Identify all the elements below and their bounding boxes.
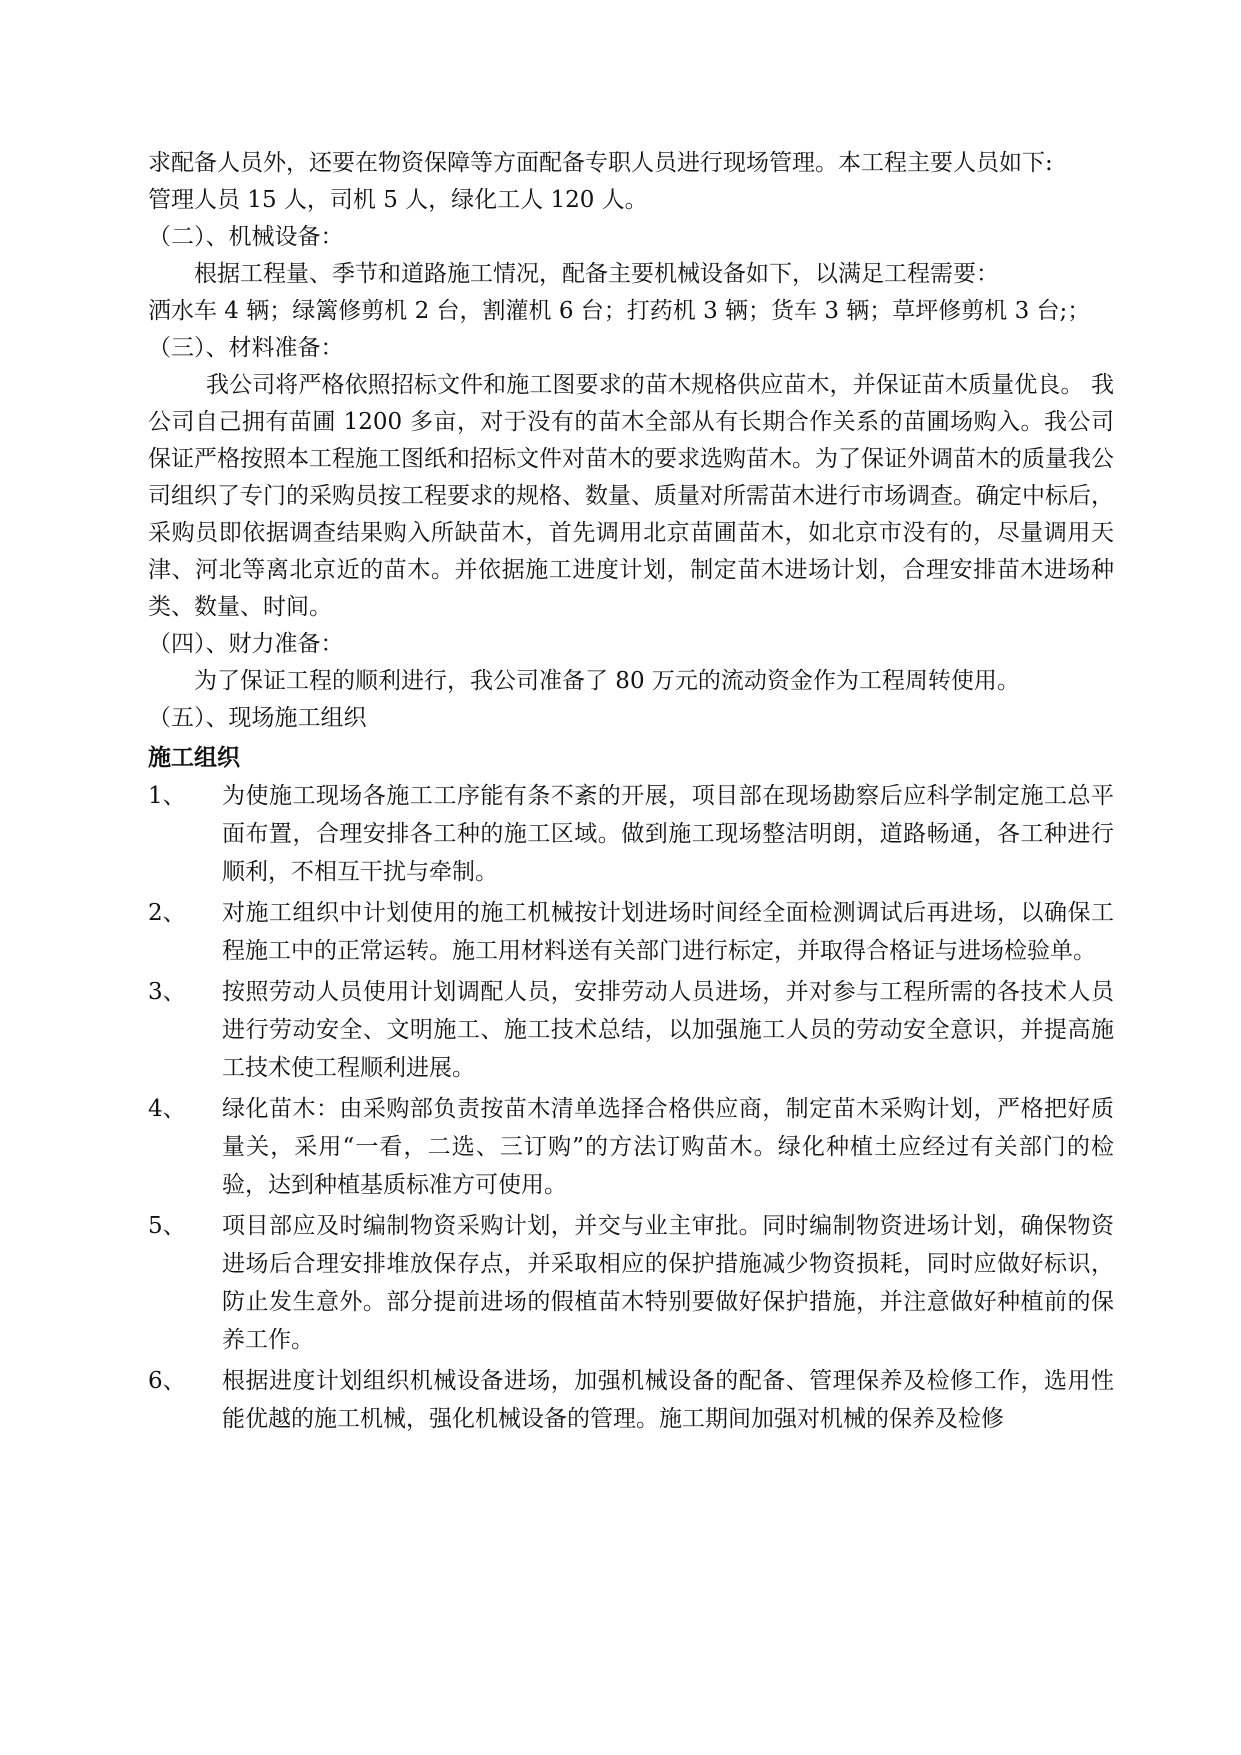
list-item [148,777,1114,891]
document-body [148,145,1114,1441]
list-item-text: 为使施工现场各施工工序能有条不紊的开展，项目部在现场勘察后应科学制定施工总平面布置，合理安排各工种的施工区域。做到施工现场整洁明朗，道路畅通，各工种进行顺利，不相互干扰与牵制。 [222,783,1114,885]
section-heading-machinery: （二）、机械设备： [148,224,344,250]
section-heading-finance: （四）、财力准备： [148,631,344,657]
list-item-number: 2、 [148,900,186,926]
list-item-text: 绿化苗木：由采购部负责按苗木清单选择合格供应商，制定苗木采购计划，严格把好质量关，采用“一看，二选、三订购”的方法订购苗木。绿化种植土应经过有关部门的检验，达到种植基质标准方可使用。 [222,1096,1114,1198]
section-heading-materials: （三）、材料准备： [148,335,344,361]
machinery-list-line: 洒水车 4 辆；绿篱修剪机 2 台，割灌机 6 台；打药机 3 辆；货车 3 辆；草坪修剪机 3 台;； [148,298,1091,324]
list-item-text: 按照劳动人员使用计划调配人员，安排劳动人员进场，并对参与工程所需的各技术人员进行劳动安全、文明施工、施工技术总结，以加强施工人员的劳动安全意识，并提高施工技术使工程顺利进展。 [222,979,1114,1081]
list-item-number: 6、 [148,1368,186,1394]
list-item-text: 根据进度计划组织机械设备进场，加强机械设备的配备、管理保养及检修工作，选用性能优越的施工机械，强化机械设备的管理。施工期间加强对机械的保养及检修 [222,1368,1114,1432]
list-item [148,973,1114,1087]
intro-line-1: 求配备人员外，还要在物资保障等方面配备专职人员进行现场管理。本工程主要人员如下: [148,150,1053,176]
list-item-number: 3、 [148,979,186,1005]
materials-paragraph: 我公司将严格依照招标文件和施工图要求的苗木规格供应苗木，并保证苗木质量优良。 我公司自己拥有苗圃 1200 多亩，对于没有的苗木全部从有长期合作关系的苗圃场购入。我公司保证严格按照本工程施工图纸和招标文件对苗木的要求选购苗木。为了保证外调苗木的质量我公司组织了专门的采购员按工程要求的规格、数量、质量对所需苗木进行市场调查。确定中标后，采购员即依据调查结果购入所缺苗木，首先调用北京苗圃苗木，如北京市没有的，尽量调用天津、河北等离北京近的苗木。并依据施工进度计划，制定苗木进场计划，合理安排苗木进场种类、数量、时间。 [148,372,1114,620]
list-item-number: 5、 [148,1213,186,1239]
list-item [148,1090,1114,1204]
intro-line-2: 管理人员 15 人，司机 5 人，绿化工人 120 人。 [148,187,648,213]
section-heading-site-organization: （五）、现场施工组织 [148,705,367,731]
list-item-number: 1、 [148,783,186,809]
list-item-text: 项目部应及时编制物资采购计划，并交与业主审批。同时编制物资进场计划，确保物资进场后合理安排堆放保存点，并采取相应的保护措施减少物资损耗，同时应做好标识，防止发生意外。部分提前进场的假植苗木特别要做好保护措施，并注意做好种植前的保养工作。 [222,1213,1114,1353]
machinery-paragraph: 根据工程量、季节和道路施工情况，配备主要机械设备如下，以满足工程需要： [194,261,999,287]
list-item-number: 4、 [148,1096,186,1122]
list-item [148,894,1114,970]
numbered-list [148,777,1114,1438]
list-item [148,1207,1114,1359]
finance-paragraph: 为了保证工程的顺利进行，我公司准备了 80 万元的流动资金作为工程周转使用。 [194,668,1020,694]
list-item [148,1362,1114,1438]
construction-organization-title: 施工组织 [148,745,240,771]
list-item-text: 对施工组织中计划使用的施工机械按计划进场时间经全面检测调试后再进场，以确保工程施工中的正常运转。施工用材料送有关部门进行标定，并取得合格证与进场检验单。 [222,900,1114,964]
